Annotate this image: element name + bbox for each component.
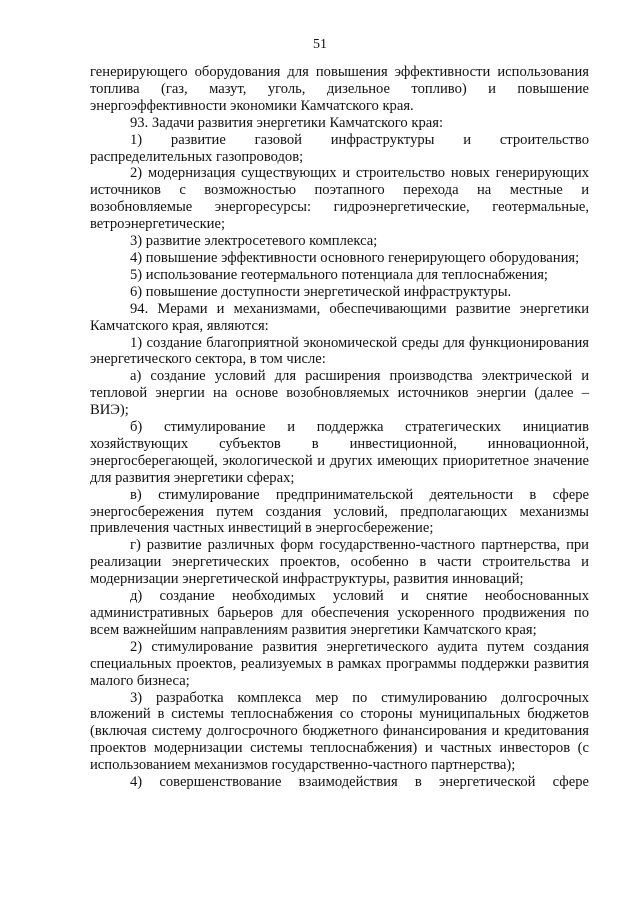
task-item-3: 3) развитие электросетевого комплекса; <box>130 233 378 250</box>
task-item-2: 2) модернизация существующих и строительство новых генерирующих источников с возможностью поэтапного перехода на местные и возобновляемые энергоресурсы: гидроэнергетические, геотермальные, ветроэнергетические; <box>90 165 589 233</box>
task-item-1: 1) развитие газовой инфраструктуры и строительство распределительных газопроводов; <box>90 131 589 165</box>
measure-subitem-d: д) создание необходимых условий и снятие необоснованных административных барьеров для обеспечения ускоренного продвижения по всем важнейшим направлениям развития энергетики Камчатского края; <box>90 588 589 638</box>
task-item-5: 5) использование геотермального потенциала для теплоснабжения; <box>130 266 548 283</box>
measure-item-1: 1) создание благоприятной экономической среды для функционирования энергетического сектора, в том числе: <box>90 334 589 368</box>
measure-item-3: 3) разработка комплекса мер по стимулированию долгосрочных вложений в системы теплоснабжения со стороны муниципальных бюджетов (включая систему долгосрочного бюджетного финансирования и кредитования проектов модернизации системы теплоснабжения) и частных инвесторов (с использованием механизмов государственно-частного партнерства); <box>90 689 589 774</box>
measure-subitem-v: в) стимулирование предпринимательской деятельности в сфере энергосбережения путем создания условий, предполагающих механизмы привлечения частных инвестиций в энергосбережение; <box>90 486 589 537</box>
paragraph-94-heading: 94. Мерами и механизмами, обеспечивающими развитие энергетики Камчатского края, являются: <box>90 300 589 334</box>
paragraph-93-heading: 93. Задачи развития энергетики Камчатского края: <box>130 114 444 131</box>
measure-subitem-g: г) развитие различных форм государственно-частного партнерства, при реализации энергетических проектов, особенно в части строительства и модернизации энергетической инфраструктуры, развития инноваций; <box>90 537 589 588</box>
paragraph-continuation: генерирующего оборудования для повышения эффективности использования топлива (газ, мазут, уголь, дизельное топливо) и повышение энергоэффективности экономики Камчатского края. <box>90 64 589 114</box>
page-number: 51 <box>313 37 327 52</box>
document-body <box>90 64 589 791</box>
task-item-4: 4) повышение эффективности основного генерирующего оборудования; <box>130 249 580 266</box>
task-item-6: 6) повышение доступности энергетической инфраструктуры. <box>130 283 512 300</box>
measure-subitem-a: а) создание условий для расширения производства электрической и тепловой энергии на основе возобновляемых источников энергии (далее – ВИЭ); <box>90 368 589 419</box>
measure-subitem-b: б) стимулирование и поддержка стратегических инициатив хозяйствующих субъектов в инвестиционной, инновационной, энергосберегающей, экологической и других имеющих приоритетное значение для развития энергетики сферах; <box>90 419 589 486</box>
measure-item-2: 2) стимулирование развития энергетического аудита путем создания специальных проектов, реализуемых в рамках программы поддержки развития малого бизнеса; <box>90 638 589 689</box>
measure-item-4: 4) совершенствование взаимодействия в энергетической сфере <box>130 774 589 791</box>
